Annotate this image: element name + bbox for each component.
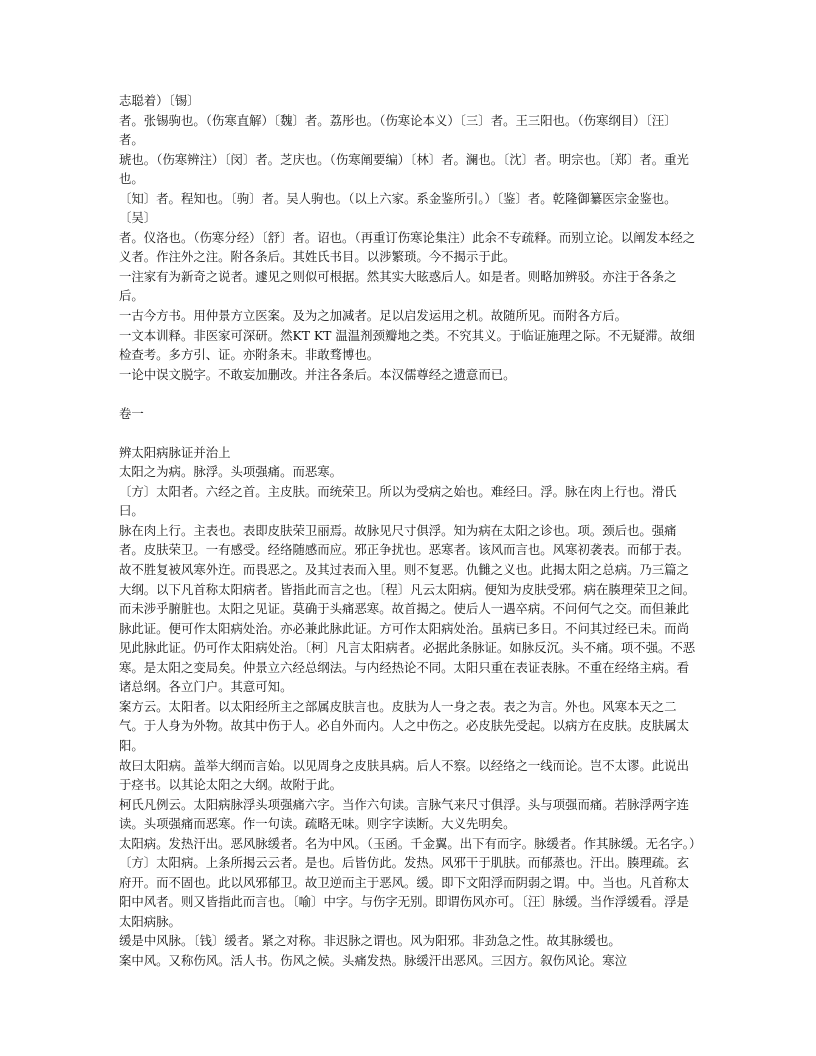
document-page <box>119 91 702 971</box>
paragraph: 〔方〕太阳者。六经之首。主皮肤。而统荣卫。所以为受病之始也。难经曰。浮。脉在肉上行也。滑氏曰。 <box>119 483 677 519</box>
paragraph: 故曰太阳病。盖举大纲而言始。以见周身之皮肤具病。后人不察。以经络之一线而论。岂不太谬。此说出于痉书。以其论太阳之大纲。故附于此。 <box>119 757 689 793</box>
paragraph: 案方云。太阳者。以太阳经所主之部属皮肤言也。皮肤为人一身之表。表之为言。外也。风寒本天之二气。于人身为外物。故其中伤于人。必自外而内。人之中伤之。必皮肤先受起。以病方在皮肤。皮肤属太阳。 <box>119 698 689 753</box>
paragraph: 一注家有为新奇之说者。遽见之则似可根据。然其实大眩惑后人。如是者。则略加辨驳。亦注于各条之后。 <box>119 268 677 304</box>
paragraph: 一古今方书。用仲景方立医案。及为之加减者。足以启发运用之机。故随所见。而附各方后。 <box>119 308 628 324</box>
paragraph: 〔方〕太阳病。上条所揭云云者。是也。后皆仿此。发热。风邪干于肌肤。而郁蒸也。汗出。腠理疏。玄府开。而不固也。此以风邪郁卫。故卫逆而主于恶风。缓。即下文阳浮而阴弱之谓。中。当也。凡首称太阳中风者。则又皆指此而言也。〔喻〕中字。与伤字无别。即谓伤风亦可。〔汪〕脉缓。当作浮缓看。浮是太阳病脉。 <box>119 855 689 929</box>
paragraph: 脉在肉上行。主表也。表即皮肤荣卫丽焉。故脉见尺寸俱浮。知为病在太阳之诊也。项。颈后也。强痛者。皮肤荣卫。一有感受。经络随感而应。邪正争扰也。恶寒者。该风而言也。风寒初袭表。而郁于表。故不胜复被风寒外迕。而畏恶之。及其过表而入里。则不复恶。仇雠之义也。此揭太阳之总病。乃三篇之大纲。以下凡首称太阳病者。皆指此而言之也。〔程〕凡云太阳病。便知为皮肤受邪。病在腠理荣卫之间。而未涉乎腑脏也。太阳之见证。莫确于头痛恶寒。故首揭之。使后人一遇卒病。不问何气之交。而但兼此脉此证。便可作太阳病处治。亦必兼此脉此证。方可作太阳病处治。虽病已多日。不问其过经已未。而尚见此脉此证。仍可作太阳病处治。〔柯〕凡言太阳病者。必据此条脉证。如脉反沉。头不痛。项不强。不恶寒。是太阳之变局矣。仲景立六经总纲法。与内经热论不同。太阳只重在表证表脉。不重在经络主病。看诸总纲。各立门户。其意可知。 <box>119 522 696 695</box>
paragraph: 案中风。又称伤风。活人书。伤风之候。头痛发热。脉缓汗出恶风。三因方。叙伤风论。寒泣 <box>119 952 628 968</box>
paragraph: 卷一 <box>119 405 144 421</box>
paragraph-spacer <box>119 423 697 443</box>
paragraph-spacer <box>119 384 697 404</box>
paragraph: 志聪着）〔锡〕 <box>119 93 200 108</box>
paragraph: 辨太阳病脉证并治上 <box>119 444 231 460</box>
paragraph: 太阳病。发热汗出。恶风脉缓者。名为中风。（玉函。千金翼。出下有而字。脉缓者。作其脉缓。无名字。） <box>119 835 702 851</box>
paragraph: 一论中误文脱字。不敢妄加删改。并注各条后。本汉儒尊经之遗意而已。 <box>119 366 516 382</box>
paragraph: 者。张锡驹也。（伤寒直解）〔魏〕者。荔彤也。（伤寒论本义）〔三〕者。王三阳也。（伤寒纲目）〔汪〕者。 <box>119 112 677 148</box>
paragraph: 一文本训释。非医家可深研。然KT KT 温温剂颈瓣地之类。不究其义。于临证施理之际。不无疑滞。故细检查考。多方引、证。亦附条末。非敢骛博也。 <box>119 327 695 363</box>
paragraph: 太阳之为病。脉浮。头项强痛。而恶寒。 <box>119 464 343 480</box>
paragraph: 柯氏凡例云。太阳病脉浮头项强痛六字。当作六句读。言脉气来尺寸俱浮。头与项强而痛。若脉浮两字连读。头项强痛而恶寒。作一句读。疏略无味。则字字读断。大义先明矣。 <box>119 796 689 832</box>
paragraph: 〔知〕者。程知也。〔驹〕者。吴人驹也。（以上六家。系金鉴所引。）〔鉴〕者。乾隆御纂医宗金鉴也。〔吴〕 <box>119 190 677 226</box>
paragraph: 者。仪洛也。（伤寒分经）〔舒〕者。诏也。（再重订伤寒论集注）此余不专疏释。而别立论。以阐发本经之义者。作注外之注。附各条后。其姓氏书目。以涉繁琐。今不揭示于此。 <box>119 229 696 265</box>
paragraph: 琥也。（伤寒辨注）〔闵〕者。芝庆也。（伤寒阐要编）〔林〕者。澜也。〔沈〕者。明宗也。〔郑〕者。重光也。 <box>119 151 689 187</box>
paragraph: 缓是中风脉。〔钱〕缓者。紧之对称。非迟脉之谓也。风为阳邪。非劲急之性。故其脉缓也。 <box>119 933 621 949</box>
